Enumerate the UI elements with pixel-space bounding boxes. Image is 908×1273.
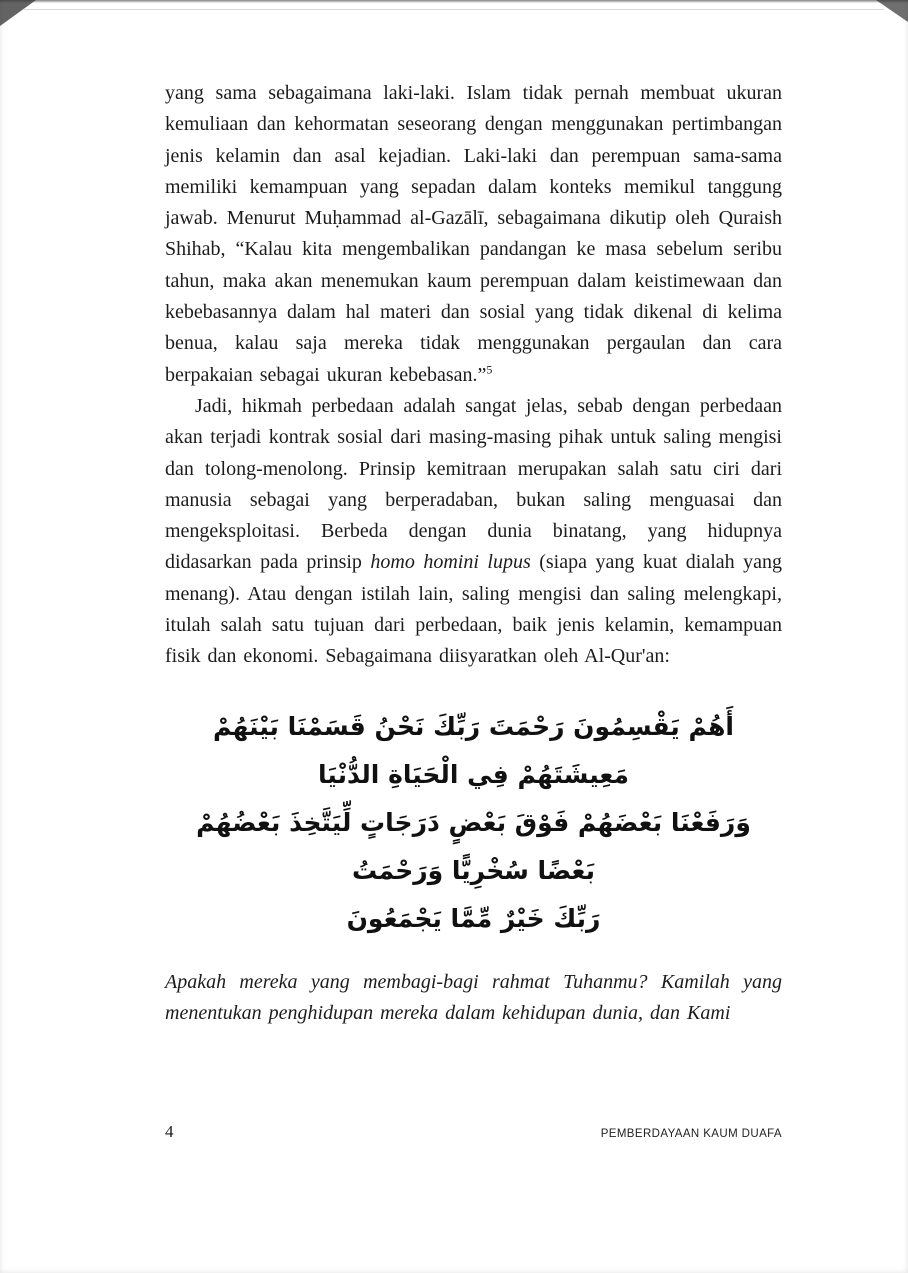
arabic-verse-line: رَبِّكَ خَيْرٌ مِّمَّا يَجْمَعُونَ — [346, 903, 601, 933]
scan-artifact-corner-left — [0, 0, 36, 26]
scan-artifact-line — [24, 9, 884, 10]
page-footer — [165, 1122, 782, 1142]
page-number: 4 — [165, 1122, 174, 1141]
paragraph-text: yang sama sebagaimana laki-laki. Islam tidak pernah membuat ukuran kemuliaan dan kehormatan seseorang dengan menggunakan pertimbangan jenis kelamin dan asal kejadian. Laki-laki dan perempuan sama-sama memiliki kemampuan yang sepadan dalam konteks memikul tanggung jawab. Menurut Muḥammad al-Gazālī, sebagaimana dikutip oleh Quraish Shihab, “Kalau kita mengembalikan pandangan ke masa sebelum seribu tahun, maka akan menemukan kaum perempuan dalam keistimewaan dan kebebasannya dalam hal materi dan sosial yang tidak dikenal di kelima benua, kalau saja mereka tidak menggunakan pergaulan dan cara berpakaian sebagai ukuran kebebasan.” — [165, 82, 782, 386]
paragraph-text: Jadi, hikmah perbedaan adalah sangat jelas, sebab dengan perbedaan akan terjadi kontrak sosial dari masing-masing pihak untuk saling mengisi dan tolong-menolong. Prinsip kemitraan merupakan salah satu ciri dari manusia sebagai yang berperadaban, bukan saling menguasai dan mengeksploitasi. Berbeda dengan dunia binatang, yang hidupnya didasarkan pada prinsip — [165, 394, 782, 574]
paragraph-2 — [165, 391, 782, 673]
scan-artifact-corner-right — [876, 0, 908, 22]
footnote-marker: 5 — [486, 362, 493, 377]
page-content — [165, 78, 782, 1030]
paragraph-continuation — [165, 78, 782, 391]
quran-verse-arabic — [179, 703, 768, 943]
scan-artifact-top-edge — [0, 0, 908, 3]
running-title: PEMBERDAYAAN KAUM DUAFA — [600, 1128, 782, 1140]
latin-phrase: homo homini lupus — [370, 551, 531, 574]
arabic-verse-line: أَهُمْ يَقْسِمُونَ رَحْمَتَ رَبِّكَ نَحْنُ قَسَمْنَا بَيْنَهُمْ مَعِيشَتَهُمْ فِي الْحَيَاةِ الدُّنْيَا — [213, 711, 734, 789]
paragraph-text: (siapa yang kuat dialah yang menang). Atau dengan istilah lain, saling mengisi dan saling melengkapi, itulah salah satu tujuan dari perbedaan, baik jenis kelamin, kemampuan fisik dan ekonomi. Sebagaimana diisyaratkan oleh Al-Qur'an: — [165, 551, 783, 668]
arabic-verse-line: وَرَفَعْنَا بَعْضَهُمْ فَوْقَ بَعْضٍ دَرَجَاتٍ لِّيَتَّخِذَ بَعْضُهُمْ بَعْضًا سُخْرِيًّا وَرَحْمَتُ — [196, 807, 751, 885]
verse-translation: Apakah mereka yang membagi-bagi rahmat Tuhanmu? Kamilah yang menentukan penghidupan mereka dalam kehidupan dunia, dan Kami — [165, 970, 782, 1025]
